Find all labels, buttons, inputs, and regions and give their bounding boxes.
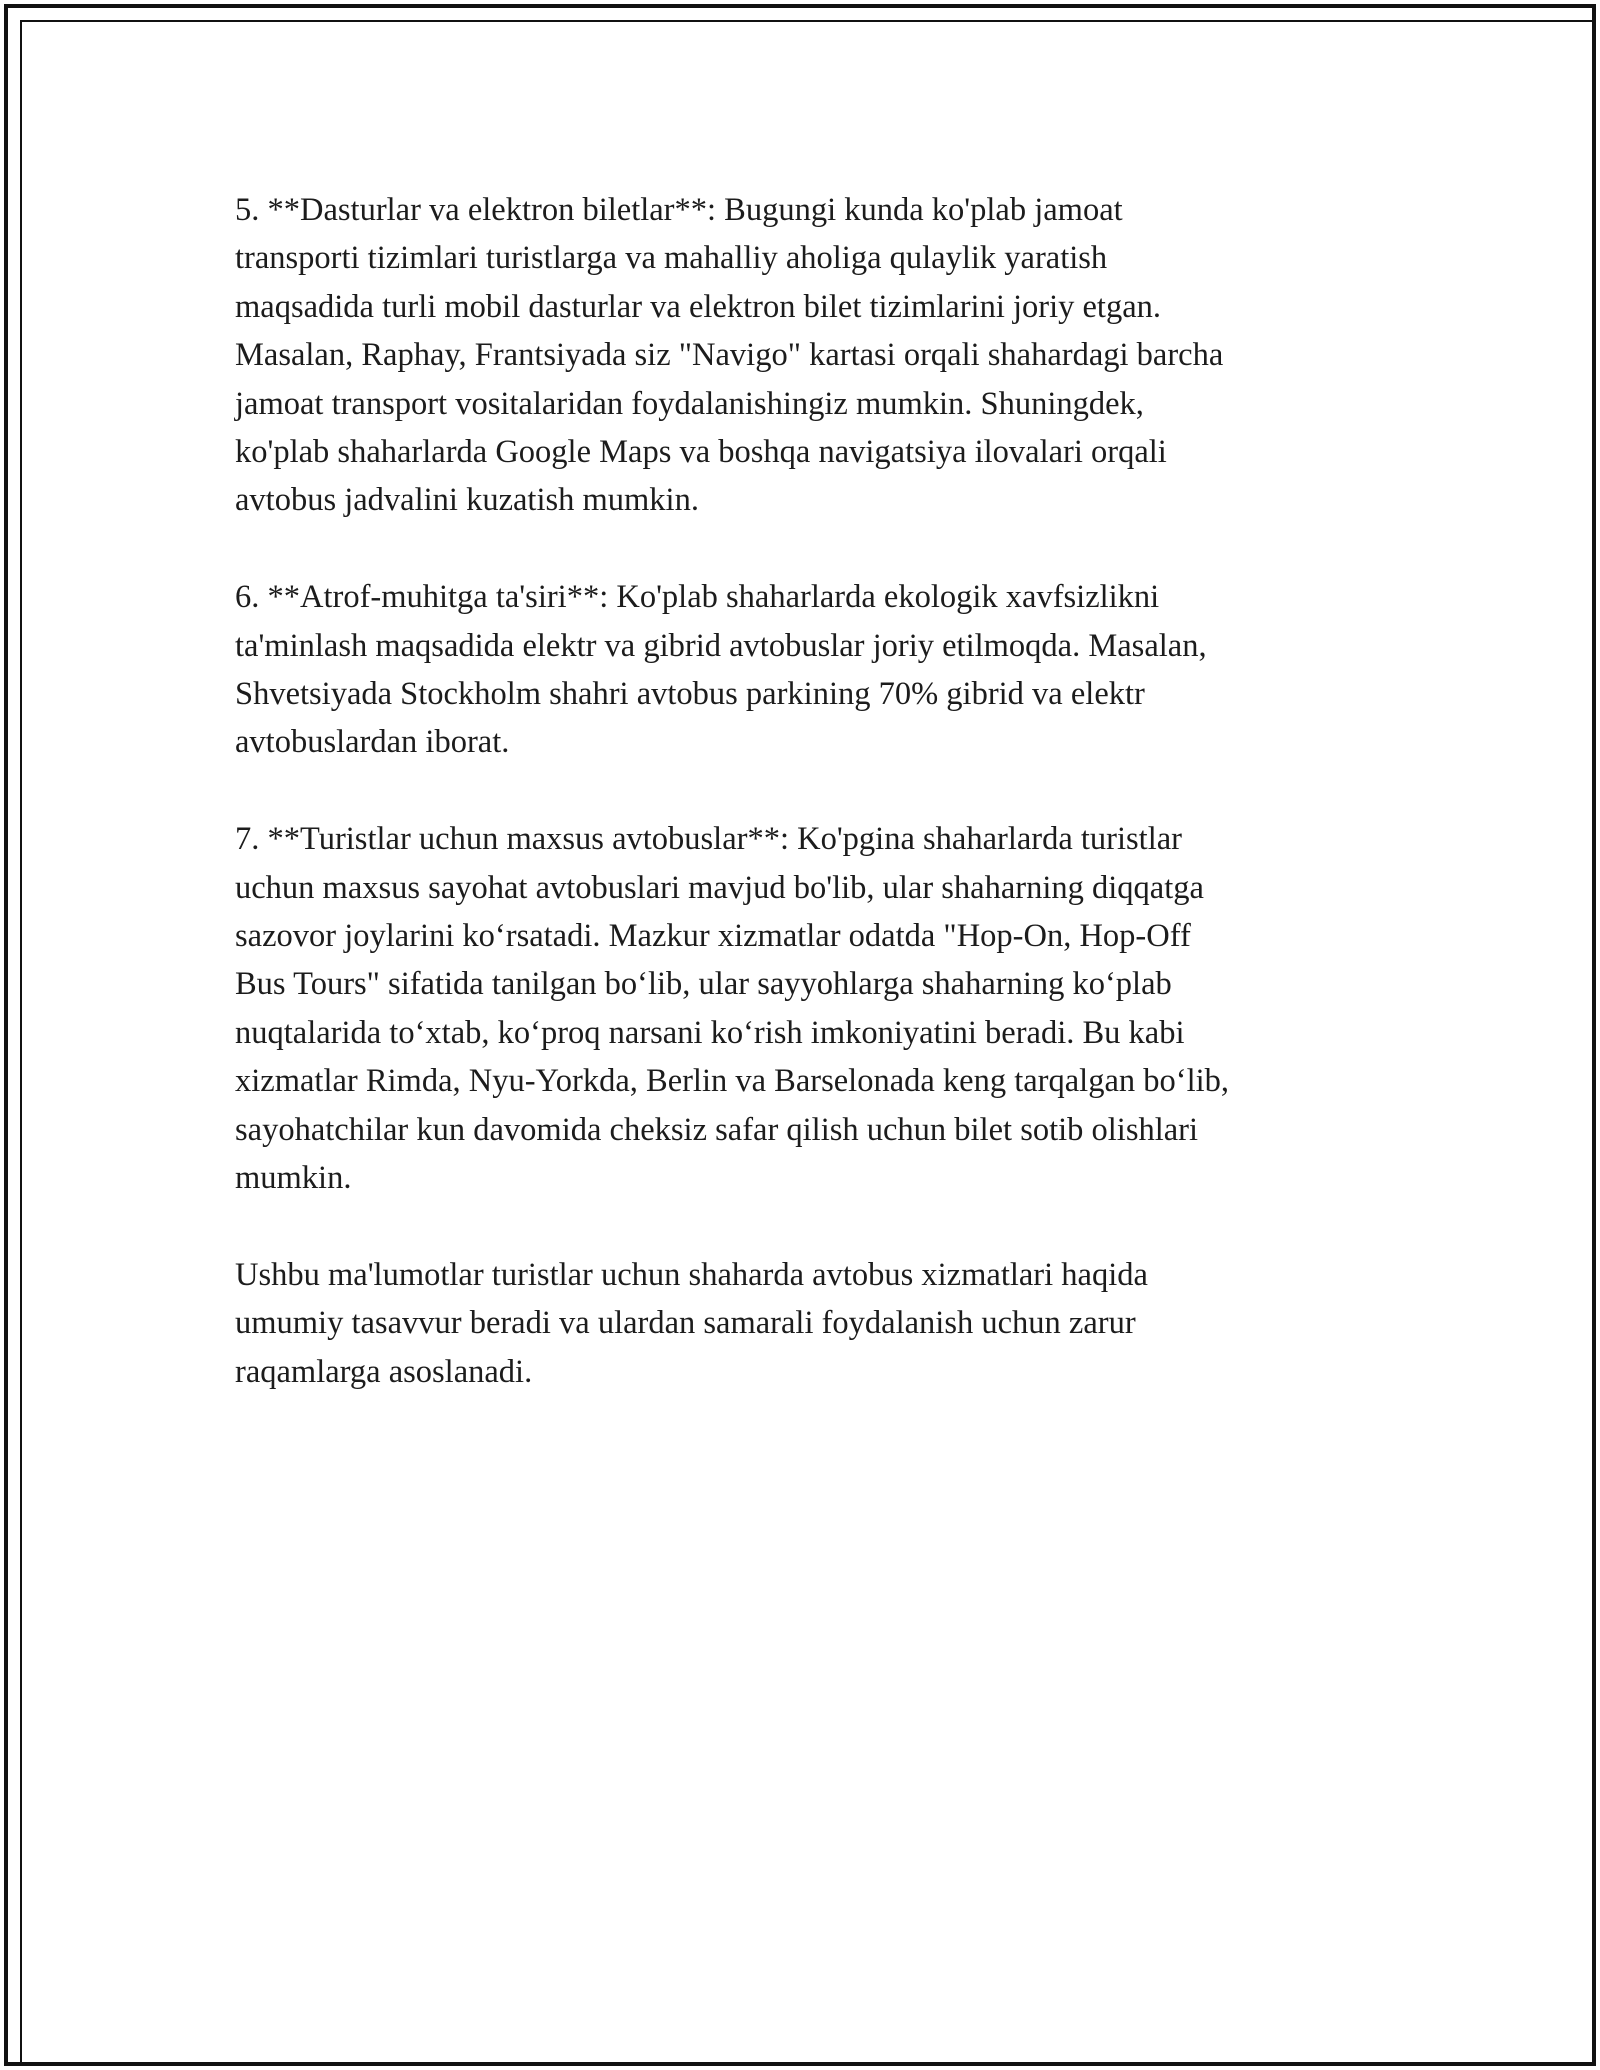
text-line: mumkin.	[235, 1160, 352, 1197]
text-line: raqamlarga asoslanadi.	[235, 1353, 533, 1390]
paragraph-atrof-muhitga-tasiri	[235, 573, 1370, 767]
text-line: 5. **Dasturlar va elektron biletlar**: Bugungi kunda ko'plab jamoat	[235, 192, 1123, 228]
text-line: avtobuslardan iborat.	[235, 724, 510, 761]
text-line: uchun maxsus sayohat avtobuslari mavjud bo'lib, ular shaharning diqqatga	[235, 869, 1204, 906]
text-line: avtobus jadvalini kuzatish mumkin.	[235, 482, 699, 519]
paragraph-summary	[235, 1251, 1370, 1396]
text-line: Ushbu ma'lumotlar turistlar uchun shaharda avtobus xizmatlari haqida	[235, 1256, 1148, 1293]
text-line: sazovor joylarini koʻrsatadi. Mazkur xizmatlar odatda "Hop-On, Hop-Off	[235, 918, 1191, 955]
text-line: Masalan, Raphay, Frantsiyada siz "Navigo" kartasi orqali shahardagi barcha	[235, 337, 1224, 374]
paragraph-turistlar-uchun-maxsus-avtobuslar	[235, 815, 1370, 1202]
text-line: Bus Tours" sifatida tanilgan boʻlib, ular sayyohlarga shaharning koʻplab	[235, 966, 1172, 1003]
text-line: Shvetsiyada Stockholm shahri avtobus parkining 70% gibrid va elektr	[235, 676, 1145, 713]
document-body	[235, 186, 1370, 1445]
paragraph-dasturlar-va-elektron-biletlar	[235, 186, 1370, 525]
text-line: sayohatchilar kun davomida cheksiz safar qilish uchun bilet sotib olishlari	[235, 1111, 1199, 1148]
text-line: maqsadida turli mobil dasturlar va elektron bilet tizimlarini joriy etgan.	[235, 288, 1161, 325]
text-line: jamoat transport vositalaridan foydalanishingiz mumkin. Shuningdek,	[235, 385, 1144, 422]
text-line: nuqtalarida toʻxtab, koʻproq narsani koʻrish imkoniyatini beradi. Bu kabi	[235, 1014, 1185, 1051]
text-line: ko'plab shaharlarda Google Maps va boshqa navigatsiya ilovalari orqali	[235, 434, 1167, 471]
text-line: umumiy tasavvur beradi va ulardan samarali foydalanish uchun zarur	[235, 1305, 1136, 1342]
text-line: 7. **Turistlar uchun maxsus avtobuslar**: Ko'pgina shaharlarda turistlar	[235, 821, 1182, 858]
text-line: transporti tizimlari turistlarga va mahalliy aholiga qulaylik yaratish	[235, 240, 1108, 277]
text-line: ta'minlash maqsadida elektr va gibrid avtobuslar joriy etilmoqda. Masalan,	[235, 627, 1207, 664]
text-line: xizmatlar Rimda, Nyu-Yorkda, Berlin va Barselonada keng tarqalgan boʻlib,	[235, 1063, 1230, 1100]
text-line: 6. **Atrof-muhitga ta'siri**: Ko'plab shaharlarda ekologik xavfsizlikni	[235, 579, 1160, 616]
